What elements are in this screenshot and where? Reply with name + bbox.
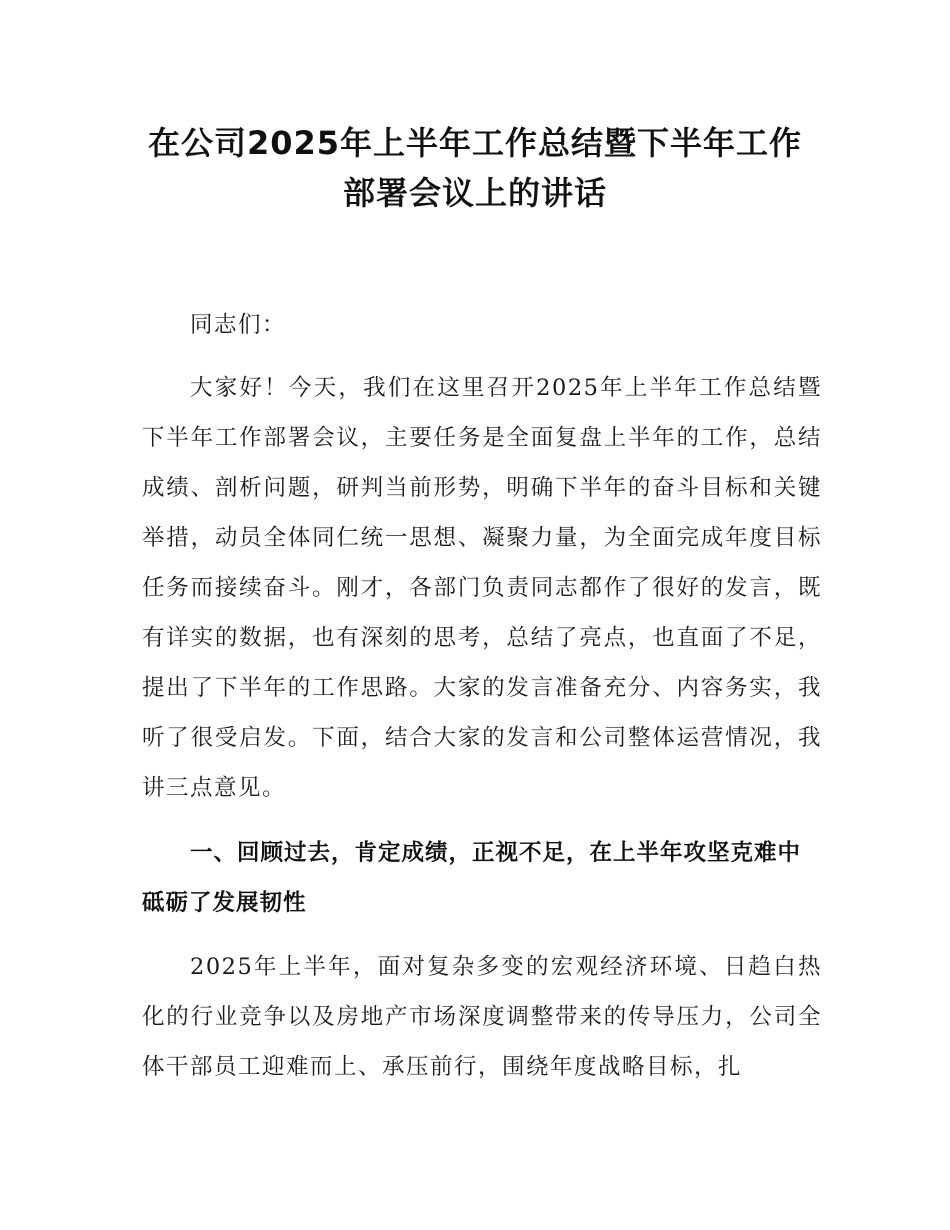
section-heading-1: 一、回顾过去，肯定成绩，正视不足，在上半年攻坚克难中砥砺了发展韧性 <box>142 840 802 916</box>
intro-paragraph: 大家好！今天，我们在这里召开2025年上半年工作总结暨下半年工作部署会议，主要任务是全面复盘上半年的工作，总结成绩、剖析问题，研判当前形势，明确下半年的奋斗目标和关键举措，动员全体同仁统一思想、凝聚力量，为全面完成年度目标任务而接续奋斗。刚才，各部门负责同志都作了很好的发言，既有详实的数据，也有深刻的思考，总结了亮点，也直面了不足，提出了下半年的工作思路。大家的发言准备充分、内容务实，我听了很受启发。下面，结合大家的发言和公司整体运营情况，我讲三点意见。 <box>142 375 822 801</box>
salutation-text: 同志们： <box>190 312 287 338</box>
document-title-line-2: 部署会议上的讲话 <box>342 174 607 212</box>
salutation <box>142 300 822 350</box>
document-title-line-1: 在公司2025年上半年工作总结暨下半年工作 <box>147 124 803 162</box>
review-paragraph: 2025年上半年，面对复杂多变的宏观经济环境、日趋白热化的行业竞争以及房地产市场深度调整带来的传导压力，公司全体干部员工迎难而上、承压前行，围绕年度战略目标，扎 <box>142 954 822 1080</box>
